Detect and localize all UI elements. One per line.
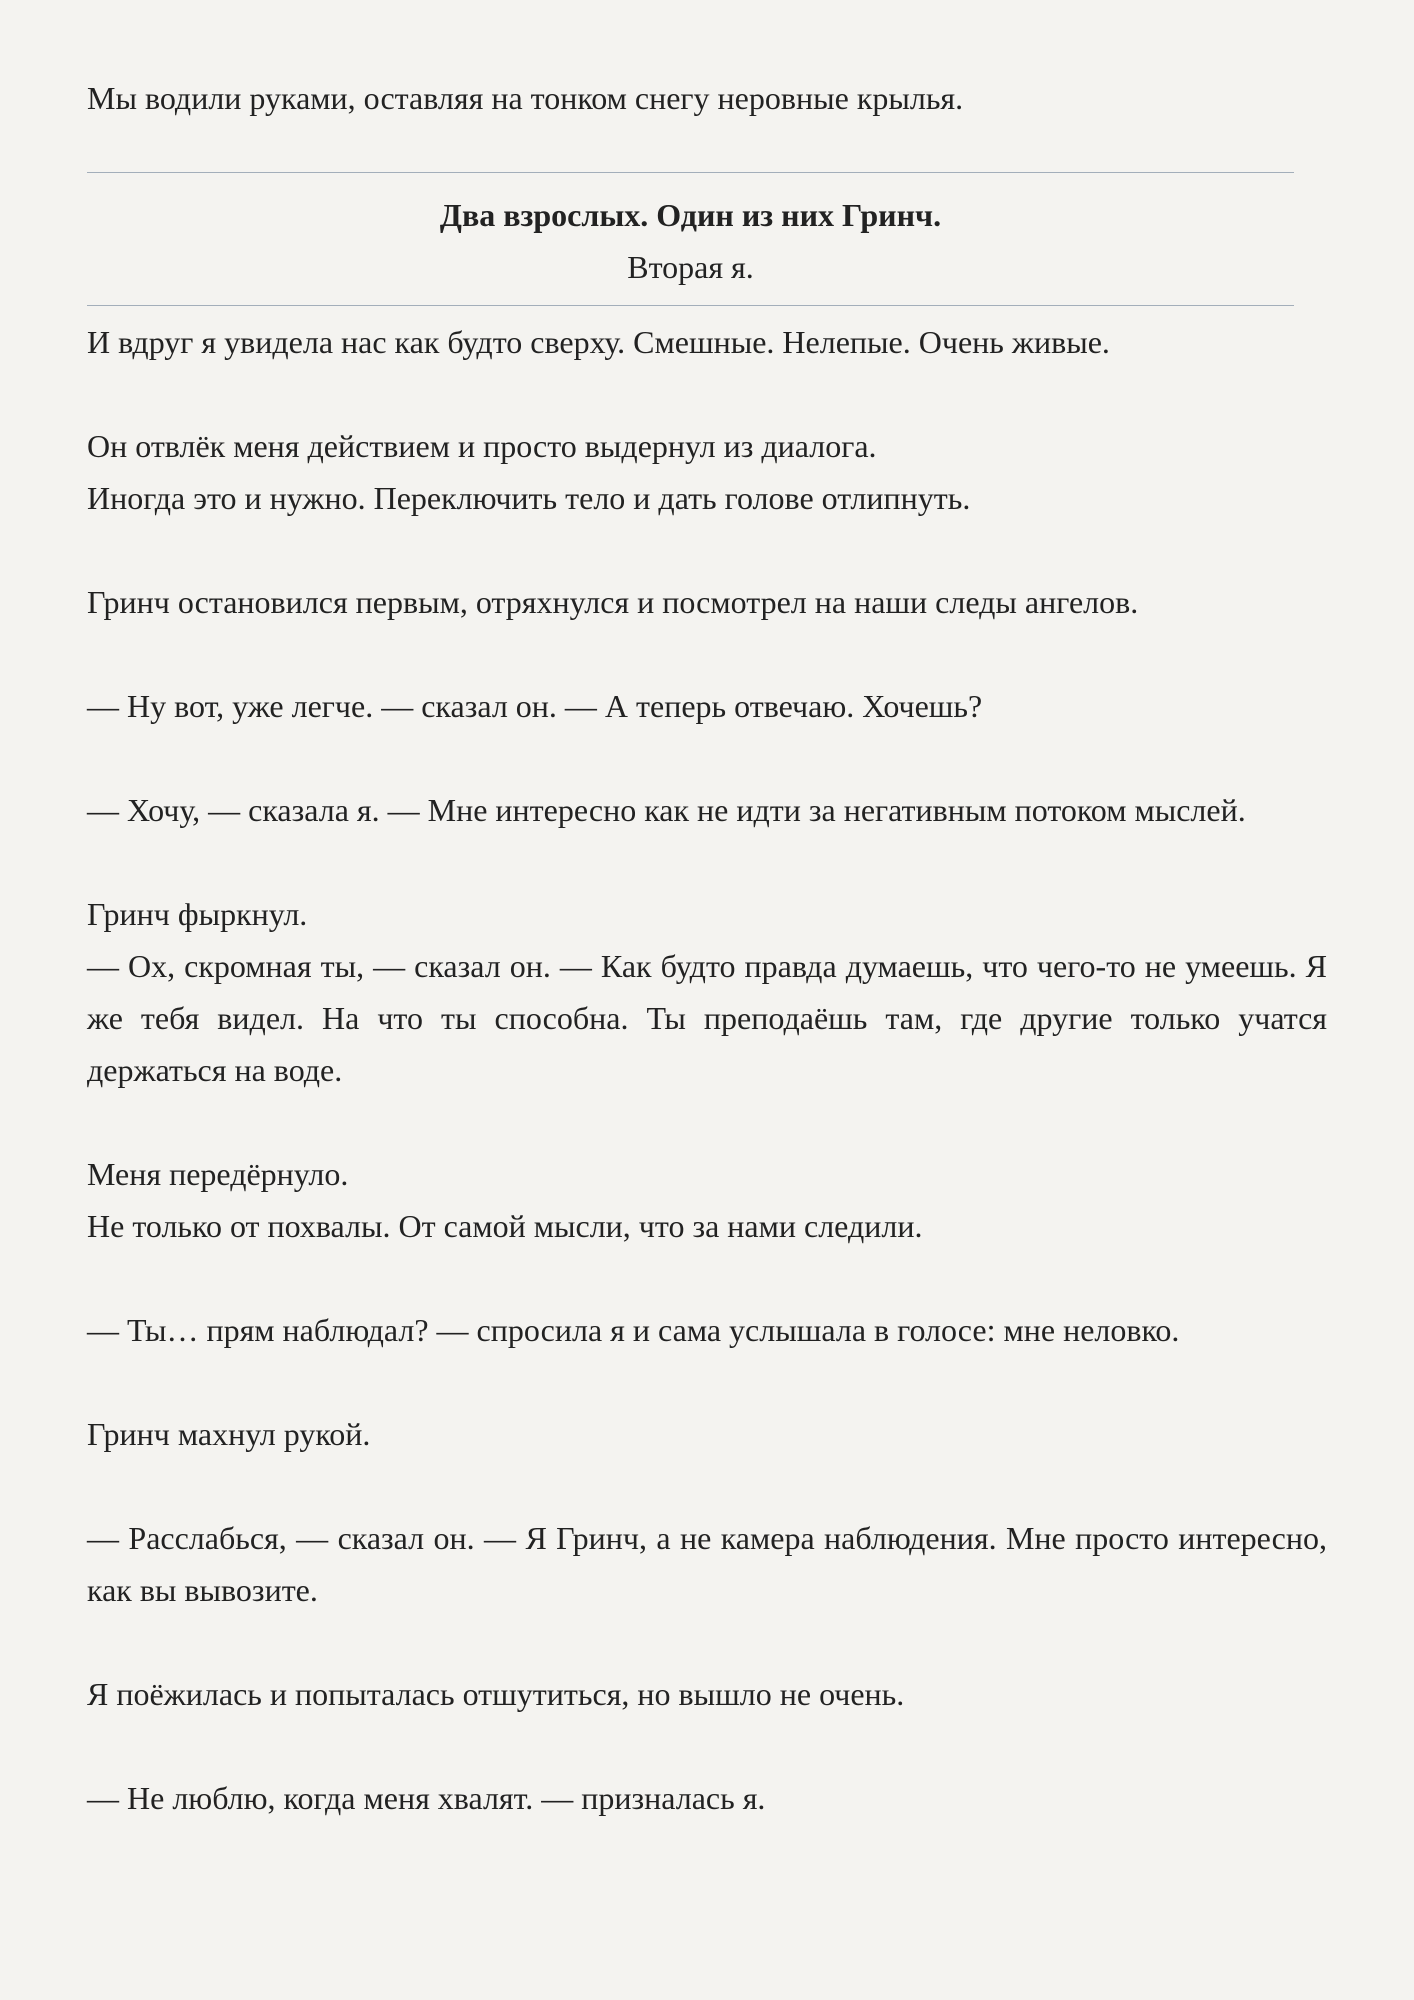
text-block bbox=[87, 1148, 1327, 1252]
scene-subtitle: Вторая я. bbox=[627, 249, 754, 285]
text-block bbox=[87, 888, 1327, 1096]
text-block bbox=[87, 1668, 1327, 1720]
paragraph: Он отвлёк меня действием и просто выдернул из диалога. bbox=[87, 428, 877, 464]
dialogue-line: — Расслабься, — сказал он. — Я Гринч, а не камера наблюдения. Мне просто интересно, как вы вывозите. bbox=[87, 1520, 1327, 1608]
paragraph: Я поёжилась и попыталась отшутиться, но вышло не очень. bbox=[87, 1676, 905, 1712]
paragraph: Не только от похвалы. От самой мысли, что за нами следили. bbox=[87, 1208, 923, 1244]
paragraph: Иногда это и нужно. Переключить тело и дать голове отлипнуть. bbox=[87, 480, 971, 516]
dialogue-line: — Не люблю, когда меня хвалят. — призналась я. bbox=[87, 1780, 766, 1816]
paragraph: Гринч махнул рукой. bbox=[87, 1416, 371, 1452]
dialogue-line: — Ну вот, уже легче. — сказал он. — А теперь отвечаю. Хочешь? bbox=[87, 688, 983, 724]
spacer bbox=[87, 124, 1327, 172]
scene-break bbox=[87, 189, 1294, 293]
paragraph: Гринч фыркнул. bbox=[87, 896, 308, 932]
text-block bbox=[87, 1408, 1327, 1460]
dialogue-line: — Ох, скромная ты, — сказал он. — Как будто правда думаешь, что чего-то не умеешь. Я же тебя видел. На что ты способна. Ты преподаёшь там, где другие только учатся держаться на воде. bbox=[87, 948, 1327, 1088]
scene-title: Два взрослых. Один из них Гринч. bbox=[439, 197, 942, 233]
text-block bbox=[87, 680, 1327, 732]
paragraph: И вдруг я увидела нас как будто сверху. Смешные. Нелепые. Очень живые. bbox=[87, 324, 1110, 360]
text-block bbox=[87, 1772, 1327, 1824]
dialogue-line: — Ты… прям наблюдал? — спросила я и сама услышала в голосе: мне неловко. bbox=[87, 1312, 1180, 1348]
text-block bbox=[87, 316, 1327, 368]
text-block bbox=[87, 420, 1327, 524]
paragraph: Меня передёрнуло. bbox=[87, 1156, 349, 1192]
dialogue-line: — Хочу, — сказала я. — Мне интересно как не идти за негативным потоком мыслей. bbox=[87, 792, 1246, 828]
paragraph: Мы водили руками, оставляя на тонком снегу неровные крылья. bbox=[87, 80, 964, 116]
paragraph: Гринч остановился первым, отряхнулся и посмотрел на наши следы ангелов. bbox=[87, 584, 1139, 620]
text-block bbox=[87, 1512, 1327, 1616]
document-page bbox=[87, 72, 1327, 1824]
text-block bbox=[87, 784, 1327, 836]
text-block bbox=[87, 1304, 1327, 1356]
text-block bbox=[87, 576, 1327, 628]
